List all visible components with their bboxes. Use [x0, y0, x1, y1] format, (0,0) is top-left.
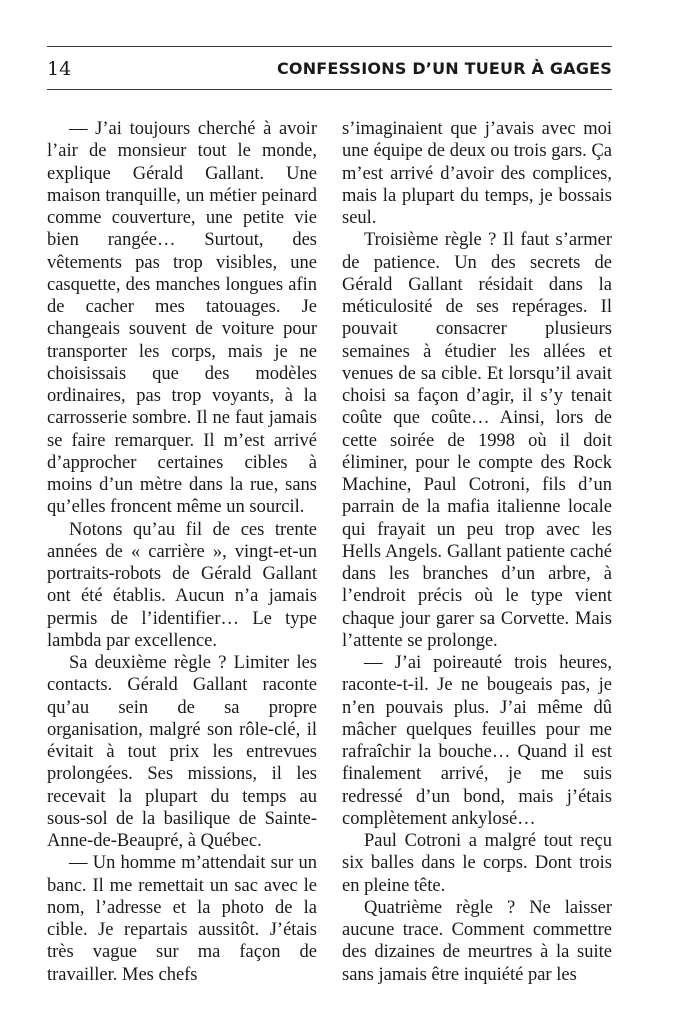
- paragraph: — J’ai toujours cherché à avoir l’air de monsieur tout le monde, explique Gérald Gallant. Une maison tranquille, un métier peinard comme couverture, une petite vie bien rangée… Surtout, des vêtements pas trop visibles, une casquette, des manches longues afin de cacher mes tatouages. Je changeais souvent de voiture pour transporter les corps, mais je ne choisissais que des modèles ordinaires, pas trop voyants, à la carrosserie sombre. Il ne faut jamais se faire remarquer. Il m’est arrivé d’approcher certaines cibles à moins d’un mètre dans la rue, sans qu’elles froncent même un sourcil.: [47, 119, 317, 518]
- header-bottom-rule: [47, 89, 612, 90]
- header-top-rule: [47, 46, 612, 47]
- paragraph: Quatrième règle ? Ne laisser aucune trace. Comment commettre des dizaines de meurtres à la suite sans jamais être inquiété par les: [342, 897, 612, 985]
- paragraph: — Un homme m’attendait sur un banc. Il me remettait un sac avec le nom, l’adresse et la photo de la cible. Je repartais aussitôt. J’étais très vague sur ma façon de travailler. Mes chefs: [47, 853, 317, 985]
- page-number: 14: [47, 58, 72, 80]
- paragraph: Sa deuxième règle ? Limiter les contacts. Gérald Gallant raconte qu’au sein de sa propre organisation, malgré son rôle-clé, il évitait à tout prix les entrevues prolongées. Ses missions, il les recevait la plupart du temps au sous-sol de la basilique de Sainte-Anne-de-Beaupré, à Québec.: [47, 653, 317, 851]
- paragraph: — J’ai poireauté trois heures, raconte-t-il. Je ne bougeais pas, je n’en pouvais plus. J’ai même dû mâcher quelques feuilles pour me rafraîchir la bouche… Quand il est finalement arrivé, je me suis redressé d’un bond, mais j’étais complètement ankylosé…: [342, 653, 612, 829]
- paragraph: Paul Cotroni a malgré tout reçu six balles dans le corps. Dont trois en pleine tête.: [342, 831, 612, 896]
- left-text-column: [47, 118, 317, 986]
- paragraph: Troisième règle ? Il faut s’armer de patience. Un des secrets de Gérald Gallant résidait dans la méticulosité de ses repérages. Il pouvait consacrer plusieurs semaines à étudier les allées et venues de sa cible. Et lorsqu’il avait choisi sa façon d’agir, il s’y tenait coûte que coûte… Ainsi, lors de cette soirée de 1998 où il doit éliminer, pour le compte des Rock Machine, Paul Cotroni, fils d’un parrain de la mafia italienne locale qui frayait un peu trop avec les Hells Angels. Gallant patiente caché dans les branches d’un arbre, à l’endroit précis où le type vient chaque jour garer sa Corvette. Mais l’attente se prolonge.: [342, 230, 612, 651]
- paragraph: s’imaginaient que j’avais avec moi une équipe de deux ou trois gars. Ça m’est arrivé d’avoir des complices, mais la plupart du temps, je bossais seul.: [342, 119, 612, 228]
- paragraph: Notons qu’au fil de ces trente années de « carrière », vingt-et-un portraits-robots de Gérald Gallant ont été établis. Aucun n’a jamais permis de l’identifier… Le type lambda par excellence.: [47, 519, 317, 651]
- right-text-column: [342, 118, 612, 986]
- running-title: CONFESSIONS D’UN TUEUR À GAGES: [276, 59, 612, 78]
